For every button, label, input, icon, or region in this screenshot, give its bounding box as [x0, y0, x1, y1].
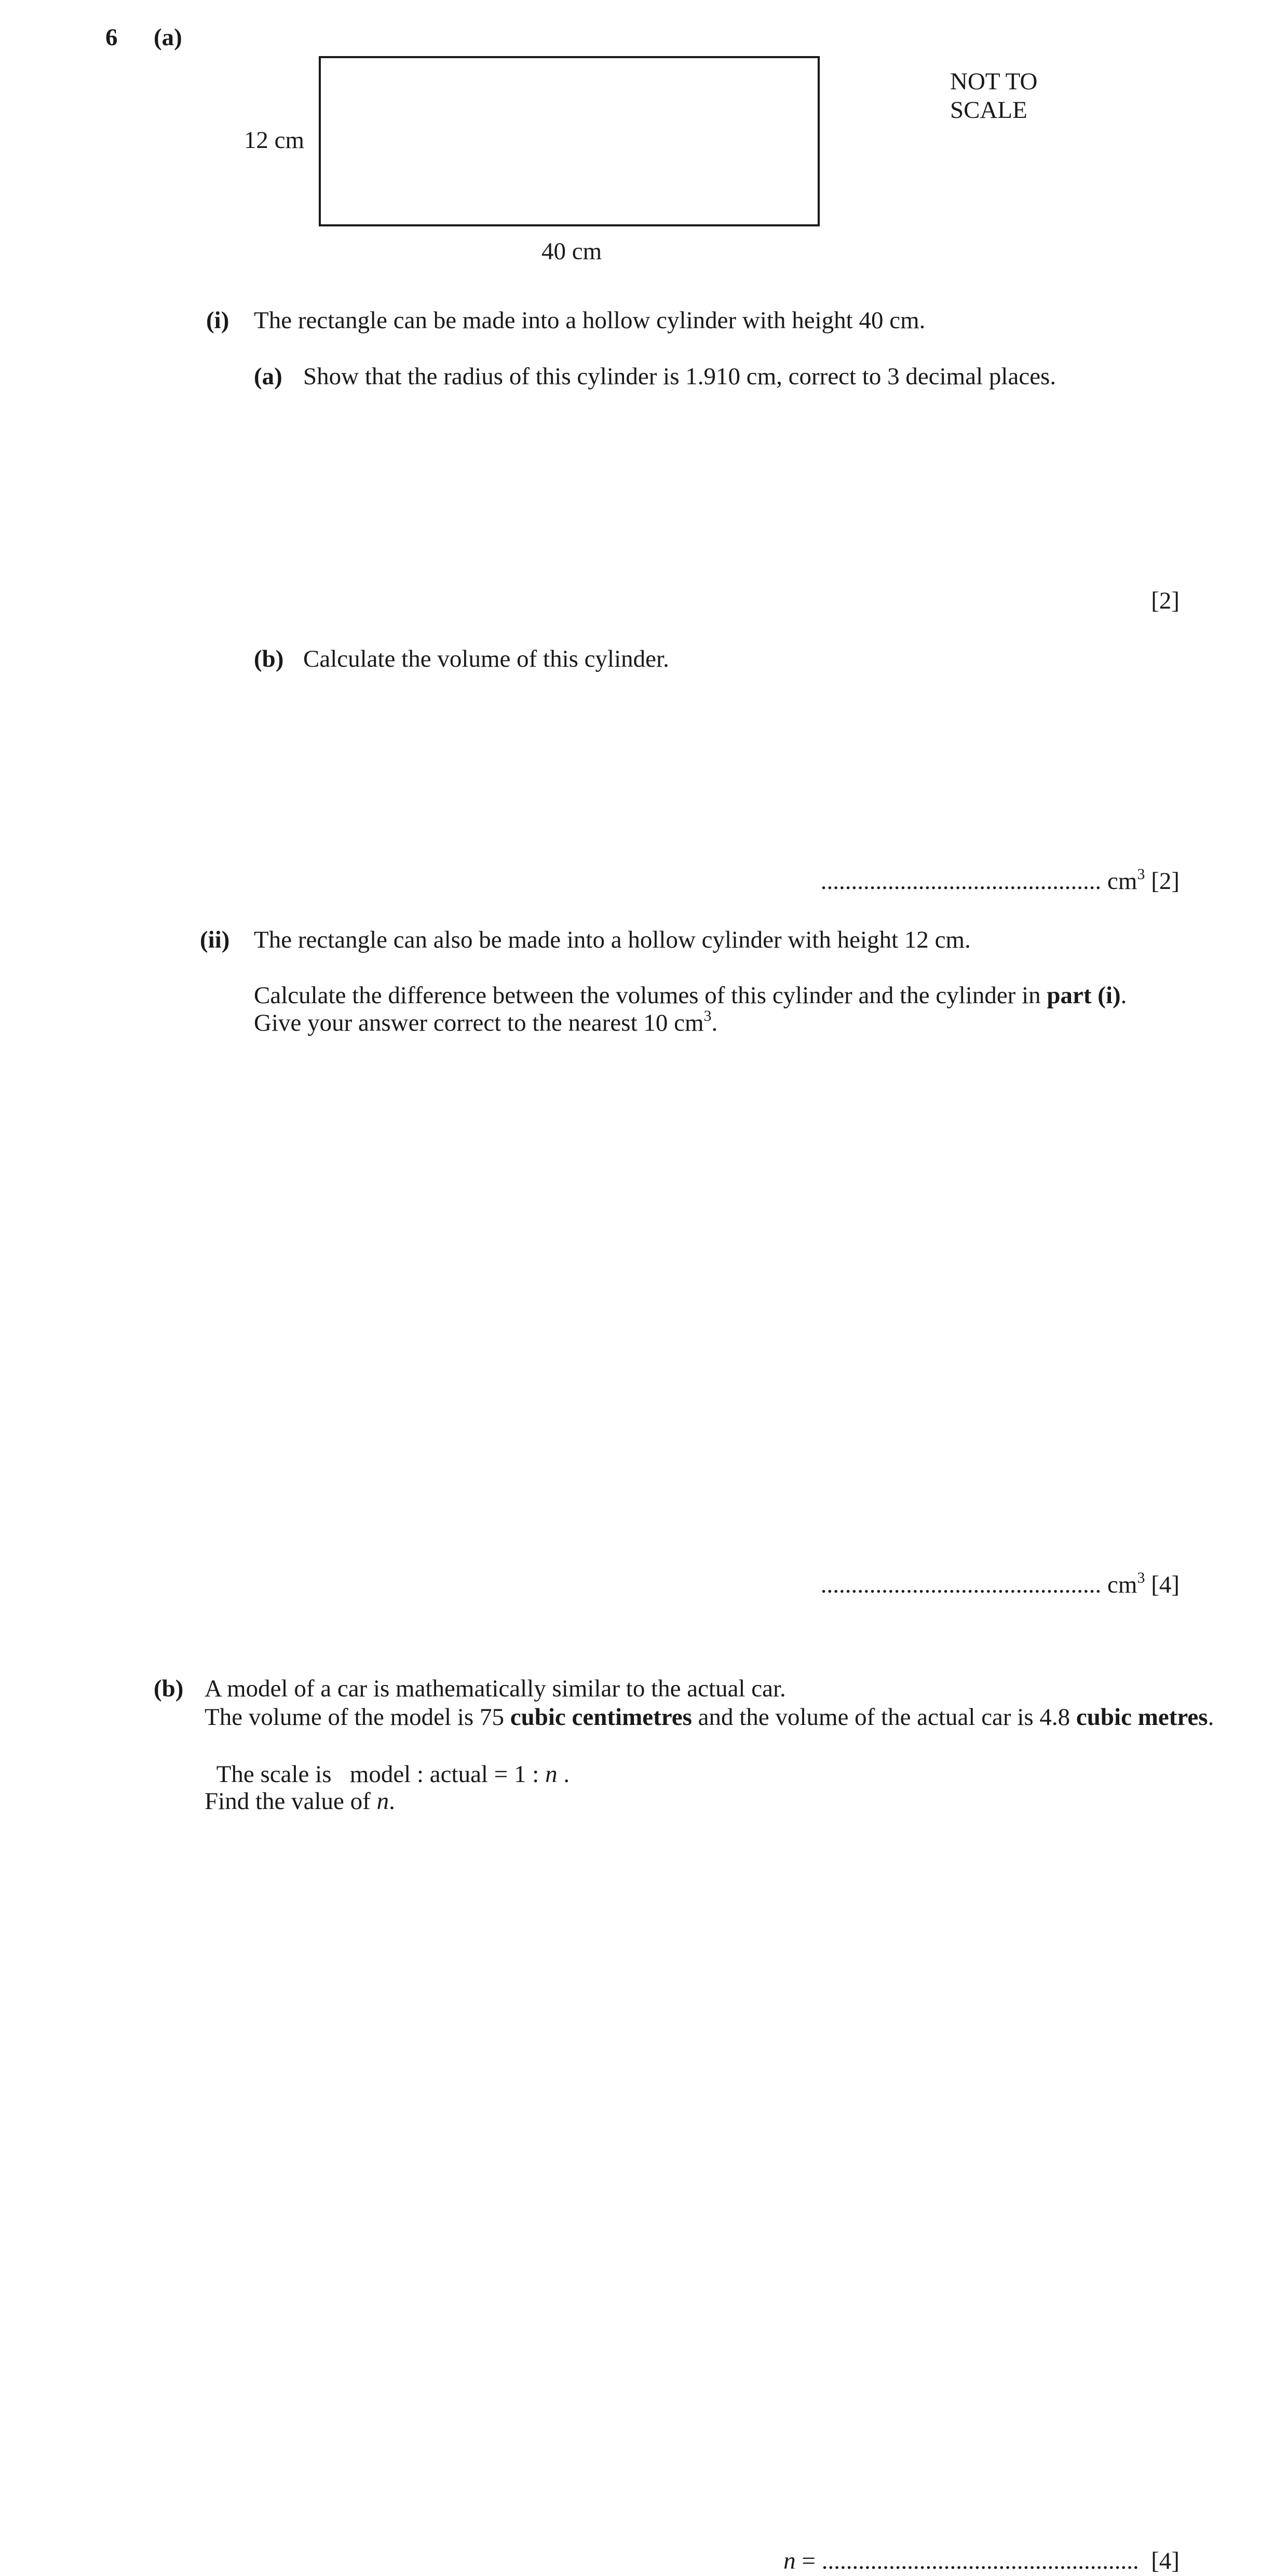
part-b-line2-end: . [1208, 1704, 1214, 1731]
part-b-line2 [205, 1703, 1214, 1732]
part-i-a-marks: [2] [1151, 587, 1179, 614]
unit: cm [1107, 868, 1137, 895]
part-b-line1: A model of a car is mathematically similar to the actual car. [205, 1675, 786, 1702]
part-i-b-text: Calculate the volume of this cylinder. [303, 645, 669, 672]
part-ii-answer-row [675, 1571, 1179, 1599]
part-i-a-label: (a) [254, 363, 282, 390]
answer-equals: = [795, 2547, 822, 2575]
part-a-label: (a) [154, 24, 182, 51]
part-ii-text: The rectangle can also be made into a hollow cylinder with height 12 cm. [254, 926, 971, 953]
part-ii-label: (ii) [200, 926, 230, 953]
unit-power: 3 [1137, 866, 1145, 883]
answer-line[interactable]: .............................................. [820, 868, 1102, 895]
width-label: 40 cm [541, 238, 602, 265]
marks: [2] [1151, 868, 1179, 895]
part-b-line2-mid: and the volume of the actual car is 4.8 [692, 1704, 1076, 1731]
part-ii-line2-bold: part (i) [1047, 982, 1121, 1009]
height-label: 12 cm [243, 127, 304, 154]
part-b-line2-text: The volume of the model is 75 [205, 1704, 510, 1731]
answer-line[interactable]: .............................................. [820, 1571, 1102, 1598]
part-b-line3 [205, 1732, 570, 1789]
marks: [4] [1151, 2547, 1179, 2575]
answer-variable: n [783, 2547, 796, 2575]
part-b-line4-var: n [376, 1788, 389, 1815]
part-ii-line3-text: Give your answer correct to the nearest 10 cm [254, 1009, 704, 1036]
part-b-line2-bold2: cubic metres [1076, 1704, 1208, 1731]
question-number: 6 [105, 24, 118, 51]
scale-note-line2: SCALE [950, 97, 1027, 124]
answer-line[interactable]: .................................................... [821, 2547, 1139, 2575]
part-b-line3-text: The scale is model : actual = 1 : [216, 1761, 546, 1788]
part-ii-line3-power: 3 [703, 1007, 712, 1025]
part-ii-line3-end: . [711, 1009, 718, 1036]
part-i-text: The rectangle can be made into a hollow cylinder with height 40 cm. [254, 307, 926, 334]
unit-power: 3 [1137, 1569, 1145, 1587]
part-ii-line2-text: Calculate the difference between the volumes of this cylinder and the cylinder in [254, 982, 1047, 1009]
marks: [4] [1151, 1571, 1179, 1598]
part-ii-line3 [254, 1009, 717, 1037]
part-b-line4-end: . [389, 1788, 395, 1815]
part-b-line4 [205, 1787, 395, 1816]
scale-note-line1: NOT TO [950, 68, 1038, 95]
part-ii-line2 [254, 981, 1127, 1010]
part-ii-line2-end: . [1120, 982, 1127, 1009]
part-b-line2-bold1: cubic centimetres [510, 1704, 692, 1731]
part-i-b-answer-row [675, 867, 1179, 896]
unit: cm [1107, 1571, 1137, 1598]
part-b-label: (b) [154, 1675, 184, 1702]
part-i-a-text: Show that the radius of this cylinder is 1.910 cm, correct to 3 decimal places. [303, 363, 1056, 390]
part-i-label: (i) [206, 307, 229, 334]
part-b-line4-text: Find the value of [205, 1788, 377, 1815]
part-b-line3-var: n [545, 1761, 558, 1788]
part-i-b-label: (b) [254, 645, 284, 672]
part-b-answer-row [623, 2518, 1179, 2576]
rectangle-diagram [319, 56, 820, 226]
part-b-line3-end: . [557, 1761, 570, 1788]
